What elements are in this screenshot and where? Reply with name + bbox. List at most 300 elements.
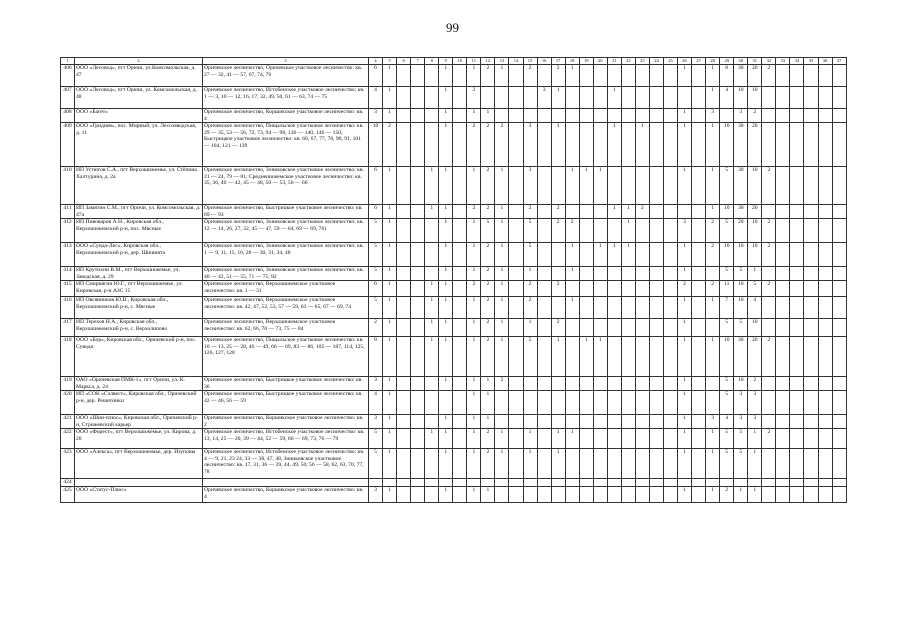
value-cell [565, 377, 579, 391]
value-cell [509, 391, 523, 415]
value-cell: 6 [369, 167, 383, 205]
value-cell [832, 167, 846, 205]
value-cell [537, 391, 551, 415]
value-cell: 10 [720, 243, 734, 267]
value-cell: 1 [439, 337, 453, 377]
forestry-cell: Оричевское лесничество, Верхошижемское участковое лесничество: кв. 42, 47, 52, 53, 57 — 59, 63 — 65, 67 — 69, 74 [203, 297, 369, 319]
value-cell [425, 243, 439, 267]
value-cell [621, 449, 635, 479]
value-cell [397, 123, 411, 167]
value-cell [649, 415, 663, 429]
value-cell [453, 429, 467, 449]
value-cell [565, 87, 579, 109]
value-cell [663, 449, 677, 479]
value-cell [621, 87, 635, 109]
value-cell [692, 297, 706, 319]
value-cell [453, 337, 467, 377]
value-cell [776, 281, 790, 297]
value-cell [579, 65, 593, 87]
register-table [60, 57, 847, 503]
value-cell: 10 [720, 205, 734, 219]
value-cell [453, 391, 467, 415]
forestry-cell: Оричевское лесничество, Быстрицкое участковое лесничество: кв. 42 — 46, 56 — 59 [203, 391, 369, 415]
value-cell [692, 205, 706, 219]
value-cell [649, 429, 663, 449]
value-cell: 1 [523, 319, 537, 337]
value-cell [804, 219, 818, 243]
value-cell [790, 205, 804, 219]
header-cell: 19 [579, 58, 593, 65]
value-cell [551, 479, 565, 487]
value-cell [762, 415, 776, 429]
value-cell: 3 [537, 87, 551, 109]
value-cell [579, 319, 593, 337]
value-cell: 3 [369, 109, 383, 123]
value-cell: 1 [439, 205, 453, 219]
forestry-cell: Оричевское лесничество, Коршикское участковое лесничество: кв. 4 [203, 487, 369, 503]
value-cell [593, 449, 607, 479]
value-cell [776, 429, 790, 449]
value-cell: 1 [593, 243, 607, 267]
value-cell: 5 [720, 429, 734, 449]
value-cell: 1 [523, 449, 537, 479]
value-cell [776, 167, 790, 205]
organization-cell: ООО «Алекса», пгт Верхошижемье, дер. Изуповы [75, 449, 203, 479]
value-cell: 5 [720, 449, 734, 479]
value-cell [579, 487, 593, 503]
value-cell [495, 109, 509, 123]
value-cell [411, 377, 425, 391]
value-cell: 10 [734, 297, 748, 319]
value-cell [762, 487, 776, 503]
value-cell [790, 479, 804, 487]
value-cell [649, 65, 663, 87]
value-cell [425, 87, 439, 109]
value-cell [579, 391, 593, 415]
value-cell: 1 [748, 487, 762, 503]
table-row [61, 487, 847, 503]
value-cell [607, 449, 621, 479]
value-cell: 3 [748, 415, 762, 429]
value-cell [635, 167, 649, 205]
value-cell: 1 [678, 391, 692, 415]
organization-cell: ИП Терехов Н.А., Кировская обл., Верхошижемский р-н, с. Верхолипово [75, 319, 203, 337]
value-cell: 1 [467, 65, 481, 87]
value-cell [804, 281, 818, 297]
value-cell: 1 [467, 429, 481, 449]
value-cell [495, 87, 509, 109]
header-cell: 9 [439, 58, 453, 65]
value-cell: 1 [678, 429, 692, 449]
row-number: 423 [61, 449, 75, 479]
value-cell [439, 391, 453, 415]
value-cell [832, 297, 846, 319]
value-cell [804, 267, 818, 281]
value-cell: 1 [383, 391, 397, 415]
value-cell: 3 [523, 123, 537, 167]
value-cell: 1 [678, 415, 692, 429]
organization-cell: ООО «Форест», пгт Верхошижемье, ул. Кирова, д. 20 [75, 429, 203, 449]
value-cell [832, 267, 846, 281]
value-cell [635, 267, 649, 281]
table-row [61, 449, 847, 479]
forestry-cell: Оричевское лесничество, Быстрицкое участковое лесничество: кв. 69 — 93 [203, 205, 369, 219]
value-cell [411, 337, 425, 377]
value-cell [565, 337, 579, 377]
value-cell: 1 [678, 377, 692, 391]
header-cell: 26 [678, 58, 692, 65]
value-cell [635, 391, 649, 415]
value-cell: 2 [481, 65, 495, 87]
value-cell [790, 267, 804, 281]
value-cell [509, 319, 523, 337]
value-cell [607, 267, 621, 281]
value-cell [649, 267, 663, 281]
value-cell: 1 [607, 123, 621, 167]
value-cell: 1 [481, 391, 495, 415]
header-cell: 2 [75, 58, 203, 65]
value-cell: 5 [369, 219, 383, 243]
organization-cell: ООО «Гриднев», пос. Мирный, ул. Лесозаводская, д. 11 [75, 123, 203, 167]
value-cell [593, 319, 607, 337]
value-cell: 1 [425, 319, 439, 337]
forestry-cell: Оричевское лесничество, Верхошижемское участковое лесничество: кв. 1 — 31 [203, 281, 369, 297]
value-cell: 1 [383, 267, 397, 281]
value-cell: 3 [706, 109, 720, 123]
value-cell [832, 487, 846, 503]
value-cell [425, 391, 439, 415]
value-cell: 2 [467, 205, 481, 219]
value-cell: 2 [369, 319, 383, 337]
value-cell [818, 415, 832, 429]
value-cell [369, 479, 383, 487]
value-cell: 2 [678, 281, 692, 297]
value-cell: 1 [439, 219, 453, 243]
value-cell [607, 109, 621, 123]
value-cell [537, 377, 551, 391]
value-cell [523, 377, 537, 391]
value-cell [411, 87, 425, 109]
value-cell: 1 [439, 87, 453, 109]
value-cell: 5 [734, 267, 748, 281]
value-cell: 10 [748, 167, 762, 205]
value-cell: 30 [734, 337, 748, 377]
value-cell: 2 [495, 377, 509, 391]
value-cell [397, 319, 411, 337]
value-cell [818, 319, 832, 337]
value-cell [453, 167, 467, 205]
value-cell: 2 [523, 281, 537, 297]
table-row [61, 391, 847, 415]
value-cell [635, 319, 649, 337]
value-cell [425, 123, 439, 167]
value-cell [649, 479, 663, 487]
value-cell [537, 267, 551, 281]
value-cell [397, 391, 411, 415]
value-cell [649, 297, 663, 319]
value-cell [818, 337, 832, 377]
value-cell [509, 337, 523, 377]
value-cell [453, 123, 467, 167]
value-cell [453, 415, 467, 429]
value-cell [621, 267, 635, 281]
organization-cell: ООО «Лесовод», пгт Оричи, ул. Комсомольская, д. 48 [75, 87, 203, 109]
value-cell: 8 [369, 337, 383, 377]
value-cell [832, 123, 846, 167]
value-cell: 5 [369, 243, 383, 267]
header-cell: 29 [720, 58, 734, 65]
forestry-cell: Оричевское лесничество, Пищальское участковое лесничество: кв. 10 — 13, 25 — 28, 46 — 49, 66 — 69, 83 — 86, 105 — 107, 114, 125, 126, 127, 128 [203, 337, 369, 377]
value-cell: 2 [762, 337, 776, 377]
table-row [61, 479, 847, 487]
value-cell [453, 487, 467, 503]
value-cell [663, 337, 677, 377]
value-cell [593, 391, 607, 415]
value-cell [537, 123, 551, 167]
value-cell: 1 [439, 297, 453, 319]
value-cell: 1 [706, 167, 720, 205]
value-cell: 1 [551, 87, 565, 109]
value-cell [621, 109, 635, 123]
value-cell [804, 337, 818, 377]
value-cell [509, 487, 523, 503]
value-cell [649, 205, 663, 219]
value-cell: 5 [720, 391, 734, 415]
value-cell [411, 487, 425, 503]
value-cell: 1 [383, 337, 397, 377]
value-cell [607, 319, 621, 337]
row-number: 424 [61, 479, 75, 487]
value-cell [397, 65, 411, 87]
value-cell [663, 267, 677, 281]
row-number: 407 [61, 87, 75, 109]
value-cell: 1 [439, 377, 453, 391]
forestry-cell: Оричевское лесничество, Верхошижемское участковое лесничество: кв. 62, 66, 70 — 73, 75 — 84 [203, 319, 369, 337]
value-cell [537, 429, 551, 449]
value-cell [790, 429, 804, 449]
value-cell: 1 [467, 109, 481, 123]
value-cell [663, 281, 677, 297]
value-cell: 2 [635, 205, 649, 219]
header-cell: 22 [621, 58, 635, 65]
value-cell [621, 377, 635, 391]
forestry-cell: Оричевское лесничество, Оричевское участковое лесничество: кв. 27 — 32, 41 — 57, 67, 74, 79 [203, 65, 369, 87]
value-cell [692, 267, 706, 281]
value-cell [453, 297, 467, 319]
value-cell: 1 [678, 297, 692, 319]
value-cell: 1 [551, 449, 565, 479]
value-cell [635, 487, 649, 503]
value-cell [762, 205, 776, 219]
value-cell [804, 123, 818, 167]
row-number: 406 [61, 65, 75, 87]
table-row [61, 123, 847, 167]
value-cell [635, 87, 649, 109]
value-cell [818, 205, 832, 219]
value-cell [537, 297, 551, 319]
value-cell: 2 [481, 243, 495, 267]
organization-cell: ООО «Багет» [75, 109, 203, 123]
value-cell [706, 319, 720, 337]
row-number: 419 [61, 377, 75, 391]
value-cell [663, 319, 677, 337]
forestry-cell: Оричевское лесничество, Быстрицкое участковое лесничество: кв. 36 [203, 377, 369, 391]
organization-cell: ИП Смирнягин Ю.Г., пгт Верхошижемье, ул. Кировская, р-н АЗС 15 [75, 281, 203, 297]
value-cell: 2 [748, 109, 762, 123]
value-cell [790, 391, 804, 415]
value-cell [495, 391, 509, 415]
value-cell: 1 [467, 449, 481, 479]
value-cell [776, 243, 790, 267]
header-cell: 33 [776, 58, 790, 65]
value-cell [537, 65, 551, 87]
value-cell: 1 [439, 267, 453, 281]
value-cell [411, 267, 425, 281]
value-cell [551, 487, 565, 503]
value-cell [804, 429, 818, 449]
organization-cell: ИП Пивоваров А.Н., Кировская обл., Верхошижемский р-н, пос. Мясные [75, 219, 203, 243]
value-cell [762, 123, 776, 167]
value-cell [804, 297, 818, 319]
value-cell [523, 87, 537, 109]
header-cell: 25 [663, 58, 677, 65]
value-cell: 20 [748, 205, 762, 219]
value-cell: 1 [748, 429, 762, 449]
value-cell [790, 415, 804, 429]
value-cell [397, 487, 411, 503]
value-cell [762, 267, 776, 281]
value-cell [579, 449, 593, 479]
value-cell [565, 123, 579, 167]
value-cell [790, 167, 804, 205]
value-cell [776, 319, 790, 337]
forestry-cell [203, 479, 369, 487]
value-cell: 1 [565, 267, 579, 281]
value-cell [832, 479, 846, 487]
header-cell: 18 [565, 58, 579, 65]
value-cell: 1 [467, 377, 481, 391]
value-cell [790, 319, 804, 337]
value-cell [397, 337, 411, 377]
value-cell: 10 [734, 281, 748, 297]
value-cell [818, 123, 832, 167]
value-cell [411, 123, 425, 167]
value-cell: 1 [439, 449, 453, 479]
value-cell [832, 377, 846, 391]
row-number: 421 [61, 415, 75, 429]
value-cell: 1 [425, 337, 439, 377]
forestry-cell: Оричевское лесничество, Коршикское участковое лесничество: кв. 2 [203, 415, 369, 429]
value-cell [832, 337, 846, 377]
row-number: 414 [61, 267, 75, 281]
value-cell [663, 123, 677, 167]
header-cell: 17 [551, 58, 565, 65]
value-cell [397, 415, 411, 429]
value-cell [411, 449, 425, 479]
value-cell: 1 [481, 377, 495, 391]
value-cell [523, 415, 537, 429]
value-cell: 2 [481, 205, 495, 219]
value-cell [453, 449, 467, 479]
value-cell [649, 123, 663, 167]
value-cell [593, 479, 607, 487]
value-cell [453, 219, 467, 243]
value-cell [453, 281, 467, 297]
value-cell [397, 479, 411, 487]
organization-cell: ИП Замятин С.М., пгт Оричи, ул. Комсомольская, д. 47а [75, 205, 203, 219]
value-cell: 1 [551, 337, 565, 377]
header-cell: 15 [523, 58, 537, 65]
organization-cell: ООО «Шин-плюс», Кировская обл., Оричевский р-н, Стрижевский карьер [75, 415, 203, 429]
value-cell [509, 205, 523, 219]
value-cell: 1 [678, 109, 692, 123]
value-cell: 2 [481, 337, 495, 377]
forestry-cell: Оричевское лесничество, Зониковское участковое лесничество: кв. 40 — 42, 51 — 55, 71 — 75, 82 [203, 267, 369, 281]
value-cell [607, 281, 621, 297]
row-number: 409 [61, 123, 75, 167]
header-cell: 6 [397, 58, 411, 65]
value-cell: 2 [762, 243, 776, 267]
value-cell [593, 429, 607, 449]
value-cell [397, 281, 411, 297]
value-cell [818, 219, 832, 243]
value-cell [790, 87, 804, 109]
value-cell: 1 [593, 337, 607, 377]
value-cell: 10 [734, 87, 748, 109]
value-cell [425, 65, 439, 87]
value-cell: 1 [495, 243, 509, 267]
value-cell [818, 109, 832, 123]
value-cell: 1 [706, 297, 720, 319]
value-cell: 1 [467, 267, 481, 281]
header-cell: 11 [467, 58, 481, 65]
value-cell [537, 415, 551, 429]
value-cell [762, 87, 776, 109]
value-cell: 1 [523, 429, 537, 449]
value-cell [663, 377, 677, 391]
header-cell: 3 [203, 58, 369, 65]
value-cell [621, 65, 635, 87]
value-cell: 10 [734, 377, 748, 391]
table-row [61, 65, 847, 87]
value-cell [537, 281, 551, 297]
value-cell [649, 487, 663, 503]
value-cell [397, 109, 411, 123]
value-cell [621, 297, 635, 319]
value-cell: 2 [481, 297, 495, 319]
organization-cell: ИП Овсянников Ю.В., Кировская обл., Верхошижемский р-н, с. Мясные [75, 297, 203, 319]
value-cell: 5 [523, 243, 537, 267]
value-cell [579, 87, 593, 109]
value-cell [663, 87, 677, 109]
value-cell [663, 167, 677, 205]
header-cell: 31 [748, 58, 762, 65]
value-cell [607, 337, 621, 377]
value-cell [565, 487, 579, 503]
value-cell: 1 [439, 123, 453, 167]
value-cell: 5 [523, 337, 537, 377]
value-cell [804, 243, 818, 267]
value-cell: 1 [635, 123, 649, 167]
value-cell: 2 [551, 65, 565, 87]
value-cell: 5 [734, 429, 748, 449]
value-cell [692, 319, 706, 337]
value-cell [832, 429, 846, 449]
value-cell: 5 [748, 281, 762, 297]
value-cell [804, 109, 818, 123]
value-cell [692, 391, 706, 415]
value-cell [593, 219, 607, 243]
